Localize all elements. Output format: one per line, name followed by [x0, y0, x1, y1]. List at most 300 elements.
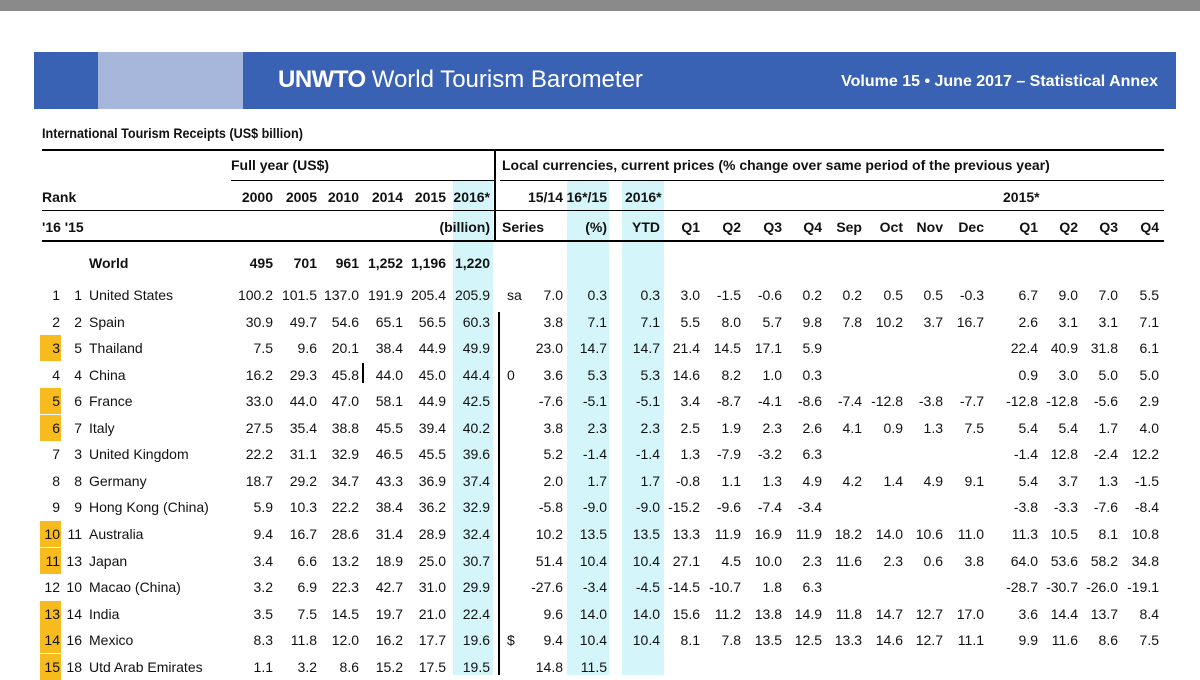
- pct-change-value: 13.5: [579, 526, 607, 542]
- receipts-value: 22.2: [331, 499, 359, 515]
- rank-2015: 14: [66, 606, 82, 622]
- prev-quarter-value: 8.6: [1098, 632, 1118, 648]
- period-value: 17.1: [754, 340, 782, 356]
- period-value: -7.7: [959, 393, 984, 409]
- prev-quarter-value: 5.4: [1018, 473, 1038, 489]
- ytd-value: 10.4: [632, 553, 660, 569]
- receipts-value: 60.3: [462, 314, 490, 330]
- prev-quarter-value: 1.7: [1098, 420, 1118, 436]
- period-value: 14.6: [672, 367, 700, 383]
- prev-quarter-value: 10.5: [1050, 526, 1078, 542]
- prev-quarter-value: -1.4: [1013, 446, 1038, 462]
- pct-change-value: 5.2: [543, 446, 563, 462]
- pct-change-value: 10.4: [579, 553, 607, 569]
- rank-2015: 8: [74, 473, 82, 489]
- receipts-value: 22.4: [462, 606, 490, 622]
- country-name: Germany: [89, 473, 147, 489]
- pct-unit-header: (%): [585, 219, 607, 235]
- period-value: -8.6: [797, 393, 822, 409]
- prev-quarter-value: -1.5: [1134, 473, 1159, 489]
- period-value: 14.5: [713, 340, 741, 356]
- group-header-full-year: Full year (US$): [231, 157, 330, 173]
- brand-logo-text: UNWTO: [278, 66, 366, 93]
- receipts-value: 100.2: [237, 287, 273, 303]
- rank-2016: 15: [44, 659, 60, 675]
- period-value: -9.6: [716, 499, 741, 515]
- receipts-value: 44.0: [375, 367, 403, 383]
- country-name: United Kingdom: [89, 446, 189, 462]
- rank-2015: 18: [66, 659, 82, 675]
- receipts-value: 54.6: [331, 314, 359, 330]
- period-value: -0.8: [675, 473, 700, 489]
- period-value: 8.0: [721, 314, 741, 330]
- prev-quarter-value: -26.0: [1086, 579, 1118, 595]
- receipts-value: 3.4: [253, 553, 273, 569]
- pct-header-0: 15/14: [527, 189, 563, 205]
- country-name: Japan: [89, 553, 128, 569]
- receipts-value: 40.2: [462, 420, 490, 436]
- receipts-value: 49.9: [462, 340, 490, 356]
- country-name: Italy: [89, 420, 115, 436]
- period-value: 14.6: [875, 632, 903, 648]
- receipts-value: 49.7: [289, 314, 317, 330]
- period-value: -7.9: [716, 446, 741, 462]
- prev-quarter-value: -8.4: [1134, 499, 1159, 515]
- period-value: 4.5: [721, 553, 741, 569]
- prev-quarter-value: 8.1: [1098, 526, 1118, 542]
- period-value: 4.2: [842, 473, 862, 489]
- receipts-value: 22.3: [331, 579, 359, 595]
- prev-quarter-value: -12.8: [1006, 393, 1038, 409]
- ytd-value: 14.7: [632, 340, 660, 356]
- prev-quarter-value: 31.8: [1090, 340, 1118, 356]
- period-value: 4.9: [923, 473, 943, 489]
- period-value: 11.6: [835, 553, 862, 569]
- receipts-value: 32.9: [462, 499, 490, 515]
- pct-change-value: 9.4: [543, 632, 563, 648]
- separator-series: [498, 312, 500, 675]
- receipts-value: 38.8: [331, 420, 359, 436]
- period-value: 11.9: [795, 526, 822, 542]
- rank-2016: 12: [44, 579, 60, 595]
- period-header-2: Q3: [763, 219, 782, 235]
- receipts-value: 22.2: [245, 446, 273, 462]
- receipts-value: 3.5: [253, 606, 273, 622]
- country-name: China: [89, 367, 126, 383]
- period-value: 5.5: [680, 314, 700, 330]
- period-header-4: Sep: [836, 219, 862, 235]
- country-name: Utd Arab Emirates: [89, 659, 203, 675]
- pct-change-value: 3.8: [543, 314, 563, 330]
- receipts-value: 35.4: [289, 420, 317, 436]
- receipts-value: 32.4: [462, 526, 490, 542]
- period-value: 8.2: [721, 367, 741, 383]
- receipts-value: 13.2: [331, 553, 359, 569]
- prev-quarter-value: -7.6: [1093, 499, 1118, 515]
- period-value: 21.4: [672, 340, 700, 356]
- period-value: 11.1: [957, 632, 984, 648]
- receipts-value: 31.1: [289, 446, 317, 462]
- period-value: 0.3: [802, 367, 822, 383]
- rank-2016: 8: [52, 473, 60, 489]
- rank-2015: 13: [66, 553, 82, 569]
- pct-change-value: 3.6: [543, 367, 563, 383]
- receipts-value: 44.9: [418, 340, 446, 356]
- receipts-value: 7.5: [253, 340, 273, 356]
- period-value: 10.6: [915, 526, 943, 542]
- country-name: Macao (China): [89, 579, 181, 595]
- receipts-value: 9.6: [297, 340, 317, 356]
- period-value: 11.2: [714, 606, 741, 622]
- receipts-value: 20.1: [331, 340, 359, 356]
- prev-quarter-value: 10.8: [1131, 526, 1159, 542]
- receipts-value: 11.8: [290, 632, 317, 648]
- period-value: 13.8: [754, 606, 782, 622]
- rank-years-header: '16 '15: [42, 219, 84, 235]
- receipts-value: 19.6: [462, 632, 490, 648]
- ytd-value: 14.0: [632, 606, 660, 622]
- period-value: 2.6: [802, 420, 822, 436]
- period-value: 2.3: [802, 553, 822, 569]
- receipts-value: 16.2: [375, 632, 403, 648]
- prev-year-header: 2015*: [1003, 189, 1040, 205]
- series-code: 0: [507, 367, 515, 383]
- period-value: 13.3: [672, 526, 700, 542]
- receipts-value: 19.5: [462, 659, 490, 675]
- prev-quarter-header-3: Q4: [1140, 219, 1159, 235]
- period-value: 7.5: [964, 420, 984, 436]
- ytd-value: 0.3: [640, 287, 660, 303]
- period-value: 0.9: [883, 420, 903, 436]
- prev-quarter-value: 12.8: [1050, 446, 1078, 462]
- rule-under-unit-headers: [42, 240, 1164, 242]
- rank-2015: 10: [66, 579, 82, 595]
- world-value-3: 1,252: [367, 255, 403, 271]
- receipts-value: 5.9: [253, 499, 273, 515]
- rank-2016: 7: [52, 446, 60, 462]
- rank-2015: 1: [74, 287, 82, 303]
- rank-2016: 5: [52, 393, 60, 409]
- country-name: Spain: [89, 314, 125, 330]
- receipts-value: 8.6: [339, 659, 359, 675]
- receipts-value: 17.5: [418, 659, 446, 675]
- prev-quarter-value: -12.8: [1046, 393, 1078, 409]
- prev-quarter-value: -5.6: [1093, 393, 1118, 409]
- period-value: -3.8: [918, 393, 943, 409]
- period-value: 1.3: [923, 420, 943, 436]
- receipts-value: 28.6: [331, 526, 359, 542]
- period-value: 14.0: [875, 526, 903, 542]
- country-name: Thailand: [89, 340, 143, 356]
- prev-quarter-value: 11.6: [1051, 632, 1078, 648]
- receipts-value: 15.2: [375, 659, 403, 675]
- period-value: -8.7: [716, 393, 741, 409]
- rank-header: Rank: [42, 189, 77, 205]
- receipts-value: 30.9: [245, 314, 273, 330]
- window-top-border: [0, 0, 1200, 11]
- year-header-3: 2014: [371, 189, 403, 205]
- period-value: 10.2: [875, 314, 903, 330]
- receipts-value: 9.4: [253, 526, 273, 542]
- period-value: 7.8: [721, 632, 741, 648]
- receipts-value: 8.3: [253, 632, 273, 648]
- ytd-year-header: 2016*: [625, 189, 662, 205]
- prev-quarter-value: 7.1: [1139, 314, 1159, 330]
- series-header: Series: [502, 219, 545, 235]
- receipts-value: 30.7: [462, 553, 490, 569]
- receipts-value: 205.4: [410, 287, 446, 303]
- receipts-value: 27.5: [245, 420, 273, 436]
- ytd-header: YTD: [632, 219, 660, 235]
- rule-under-fullyear-group: [231, 180, 494, 181]
- period-header-6: Nov: [916, 219, 943, 235]
- rank-2015: 9: [74, 499, 82, 515]
- period-value: 0.2: [802, 287, 822, 303]
- rank-2016: 2: [52, 314, 60, 330]
- period-value: 11.9: [714, 526, 741, 542]
- prev-quarter-value: -3.8: [1013, 499, 1038, 515]
- period-value: 10.0: [754, 553, 782, 569]
- prev-quarter-value: 5.0: [1098, 367, 1118, 383]
- prev-quarter-value: -19.1: [1127, 579, 1159, 595]
- period-value: 0.2: [842, 287, 862, 303]
- rule-under-year-headers: [42, 210, 1164, 211]
- header-banner-accent: [98, 52, 243, 109]
- receipts-value: 28.9: [418, 526, 446, 542]
- receipts-value: 10.3: [289, 499, 317, 515]
- pct-change-value: 5.3: [587, 367, 607, 383]
- rank-2016: 3: [52, 340, 60, 356]
- rank-2015: 5: [74, 340, 82, 356]
- rank-2016: 1: [52, 287, 60, 303]
- country-name: Australia: [89, 526, 144, 542]
- period-value: -0.6: [757, 287, 782, 303]
- period-value: 8.1: [680, 632, 700, 648]
- rule-under-title: [42, 149, 1164, 151]
- period-value: 0.5: [883, 287, 903, 303]
- receipts-value: 19.7: [375, 606, 403, 622]
- brand-title: [278, 66, 643, 94]
- series-code: $: [507, 632, 515, 648]
- period-value: 18.2: [834, 526, 862, 542]
- rank-2015: 6: [74, 393, 82, 409]
- receipts-value: 29.9: [462, 579, 490, 595]
- receipts-value: 21.0: [418, 606, 446, 622]
- pct-change-value: 7.0: [543, 287, 563, 303]
- rule-under-local-group: [500, 180, 1164, 181]
- period-value: 11.0: [957, 526, 984, 542]
- receipts-value: 16.7: [289, 526, 317, 542]
- period-value: -12.8: [871, 393, 903, 409]
- pct-change-value: 2.3: [587, 420, 607, 436]
- ytd-value: 10.4: [632, 632, 660, 648]
- period-value: 1.3: [762, 473, 782, 489]
- period-header-3: Q4: [803, 219, 822, 235]
- period-value: 1.9: [721, 420, 741, 436]
- world-value-4: 1,196: [410, 255, 446, 271]
- year-header-5: 2016*: [453, 189, 490, 205]
- prev-quarter-value: 12.2: [1131, 446, 1159, 462]
- receipts-value: 45.0: [418, 367, 446, 383]
- receipts-value: 44.4: [462, 367, 490, 383]
- pct-change-value: 14.8: [535, 659, 563, 675]
- period-value: 12.7: [915, 606, 943, 622]
- receipts-value: 29.3: [289, 367, 317, 383]
- prev-quarter-value: 7.5: [1139, 632, 1159, 648]
- period-value: 1.0: [762, 367, 782, 383]
- prev-quarter-value: 0.9: [1018, 367, 1038, 383]
- period-value: 1.3: [680, 446, 700, 462]
- receipts-value: 39.4: [418, 420, 446, 436]
- period-value: 9.8: [802, 314, 822, 330]
- pct-change-value: 14.7: [579, 340, 607, 356]
- receipts-value: 65.1: [375, 314, 403, 330]
- period-value: -0.3: [959, 287, 984, 303]
- period-value: 1.1: [721, 473, 741, 489]
- prev-quarter-value: -28.7: [1006, 579, 1038, 595]
- prev-quarter-value: 53.6: [1050, 553, 1078, 569]
- rank-2016: 10: [44, 526, 60, 542]
- volume-label: Volume 15 • June 2017 – Statistical Annex: [841, 73, 1158, 90]
- pct-change-value: -5.1: [582, 393, 607, 409]
- pct-change-value: -3.4: [582, 579, 607, 595]
- prev-quarter-value: 2.6: [1018, 314, 1038, 330]
- country-name: France: [89, 393, 133, 409]
- prev-quarter-value: 6.1: [1139, 340, 1159, 356]
- receipts-value: 45.8: [331, 367, 359, 383]
- period-value: 17.0: [956, 606, 984, 622]
- pct-change-value: -5.8: [538, 499, 563, 515]
- period-value: 4.1: [842, 420, 862, 436]
- world-value-2: 961: [335, 255, 359, 271]
- prev-quarter-value: 3.6: [1018, 606, 1038, 622]
- receipts-value: 1.1: [253, 659, 273, 675]
- receipts-value: 205.9: [454, 287, 490, 303]
- prev-quarter-value: 2.9: [1139, 393, 1159, 409]
- prev-quarter-value: 64.0: [1010, 553, 1038, 569]
- period-value: 15.6: [672, 606, 700, 622]
- receipts-value: 34.7: [331, 473, 359, 489]
- receipts-value: 3.2: [297, 659, 317, 675]
- pct-change-value: 14.0: [579, 606, 607, 622]
- period-value: 16.7: [956, 314, 984, 330]
- receipts-value: 137.0: [323, 287, 359, 303]
- prev-quarter-value: -2.4: [1093, 446, 1118, 462]
- prev-quarter-header-1: Q2: [1059, 219, 1078, 235]
- pct-change-value: 11.5: [580, 659, 607, 675]
- prev-quarter-value: 13.7: [1090, 606, 1118, 622]
- receipts-value: 45.5: [418, 446, 446, 462]
- receipts-value: 46.5: [375, 446, 403, 462]
- receipts-value: 31.0: [418, 579, 446, 595]
- rank-2016: 11: [45, 553, 60, 569]
- receipts-value: 44.9: [418, 393, 446, 409]
- pct-change-value: 10.4: [579, 632, 607, 648]
- period-value: -14.5: [668, 579, 700, 595]
- prev-quarter-value: 9.0: [1058, 287, 1078, 303]
- period-value: 16.9: [754, 526, 782, 542]
- world-value-0: 495: [249, 255, 273, 271]
- period-value: 2.3: [762, 420, 782, 436]
- period-value: -15.2: [668, 499, 700, 515]
- ytd-value: 7.1: [640, 314, 660, 330]
- pct-change-value: 51.4: [535, 553, 563, 569]
- receipts-value: 42.5: [462, 393, 490, 409]
- receipts-value: 33.0: [245, 393, 273, 409]
- rank-2016: 4: [52, 367, 60, 383]
- prev-quarter-value: 5.5: [1139, 287, 1159, 303]
- prev-quarter-value: -30.7: [1046, 579, 1078, 595]
- ytd-value: 5.3: [640, 367, 660, 383]
- series-code: sa: [507, 287, 522, 303]
- period-value: 4.9: [802, 473, 822, 489]
- year-header-0: 2000: [241, 189, 273, 205]
- prev-quarter-value: 11.3: [1011, 526, 1038, 542]
- period-value: 2.5: [680, 420, 700, 436]
- year-header-2: 2010: [327, 189, 359, 205]
- receipts-value: 37.4: [462, 473, 490, 489]
- billion-unit-header: (billion): [439, 219, 490, 235]
- prev-quarter-value: 34.8: [1131, 553, 1159, 569]
- rank-2015: 7: [74, 420, 82, 436]
- period-value: 3.8: [964, 553, 984, 569]
- pct-change-value: -27.6: [531, 579, 563, 595]
- receipts-value: 31.4: [375, 526, 403, 542]
- period-header-0: Q1: [681, 219, 700, 235]
- pct-change-value: 7.1: [587, 314, 607, 330]
- receipts-value: 44.0: [289, 393, 317, 409]
- prev-quarter-value: 3.0: [1058, 367, 1078, 383]
- prev-quarter-value: 14.4: [1050, 606, 1078, 622]
- ytd-value: 13.5: [632, 526, 660, 542]
- pct-change-value: 1.7: [587, 473, 607, 489]
- receipts-value: 58.1: [375, 393, 403, 409]
- period-value: 12.5: [794, 632, 822, 648]
- period-value: 5.9: [802, 340, 822, 356]
- period-value: 3.4: [680, 393, 700, 409]
- ytd-value: -5.1: [635, 393, 660, 409]
- period-value: -7.4: [837, 393, 862, 409]
- receipts-value: 6.9: [297, 579, 317, 595]
- rank-2015: 11: [67, 526, 82, 542]
- period-value: 6.3: [802, 579, 822, 595]
- receipts-value: 16.2: [245, 367, 273, 383]
- rank-2016: 6: [52, 420, 60, 436]
- period-value: 13.5: [754, 632, 782, 648]
- pct-change-value: 9.6: [543, 606, 563, 622]
- receipts-value: 45.5: [375, 420, 403, 436]
- period-value: -3.2: [757, 446, 782, 462]
- period-value: 3.0: [680, 287, 700, 303]
- prev-quarter-value: 5.0: [1139, 367, 1159, 383]
- receipts-value: 14.5: [331, 606, 359, 622]
- separator-china-2010: [362, 363, 364, 383]
- rank-2015: 2: [74, 314, 82, 330]
- pct-change-value: 10.2: [535, 526, 563, 542]
- rank-2015: 3: [74, 446, 82, 462]
- receipts-value: 18.9: [375, 553, 403, 569]
- period-value: 6.3: [802, 446, 822, 462]
- ytd-value: 1.7: [640, 473, 660, 489]
- pct-change-value: 2.0: [543, 473, 563, 489]
- period-value: 11.8: [835, 606, 862, 622]
- period-value: 5.7: [762, 314, 782, 330]
- year-header-4: 2015: [414, 189, 446, 205]
- rank-2016: 14: [44, 632, 60, 648]
- prev-quarter-value: 6.7: [1018, 287, 1038, 303]
- country-name: United States: [89, 287, 174, 303]
- receipts-value: 36.9: [418, 473, 446, 489]
